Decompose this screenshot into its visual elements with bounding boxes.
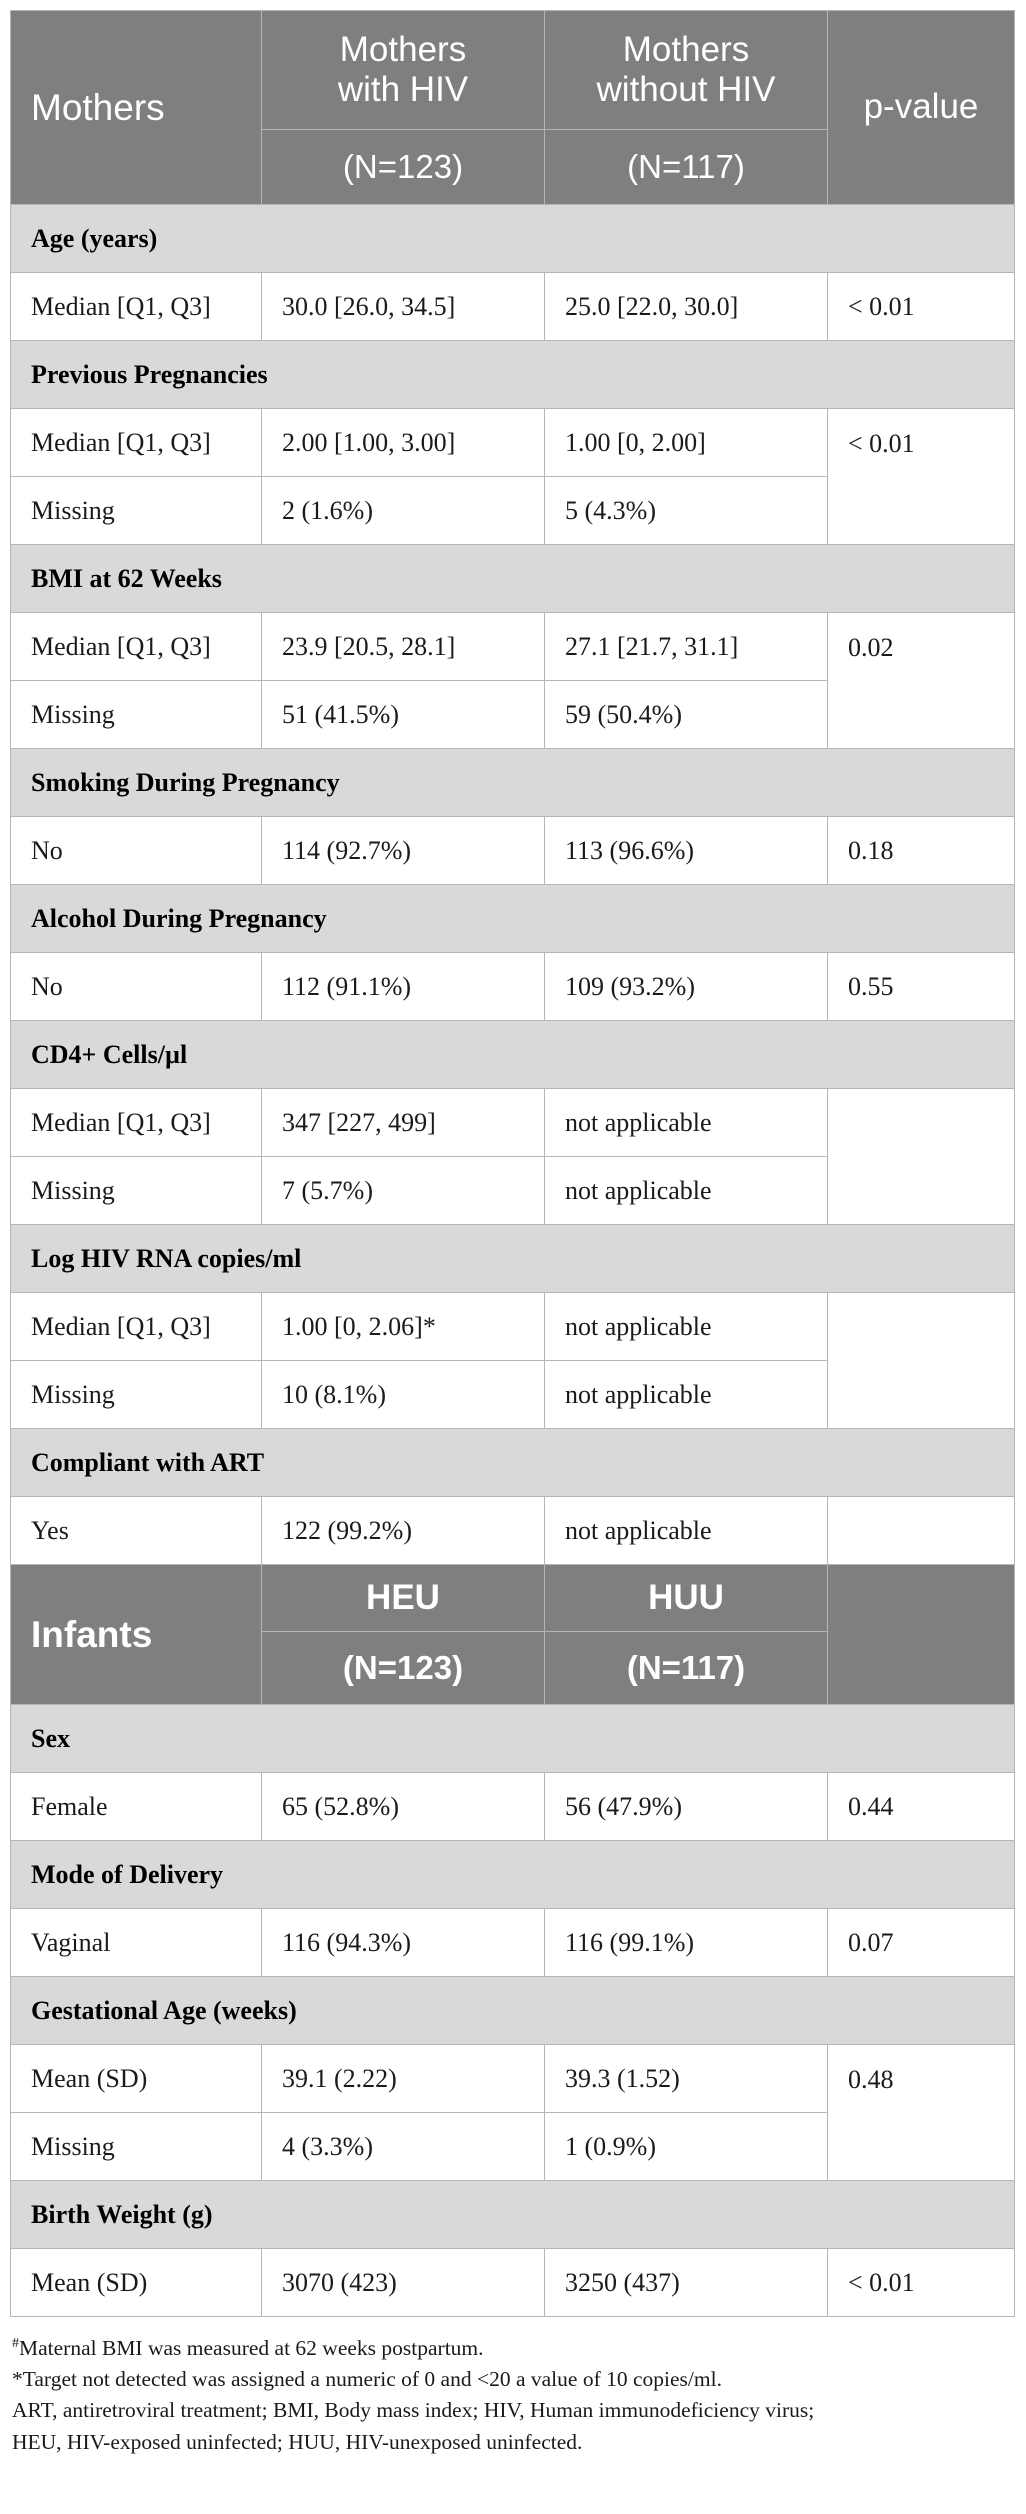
value-group-1: 112 (91.1%) [262, 953, 545, 1021]
value-group-1: 3070 (423) [262, 2249, 545, 2317]
value-group-2: not applicable [545, 1361, 828, 1429]
value-group-2: 27.1 [21.7, 31.1] [545, 613, 828, 681]
section-row [11, 545, 1015, 613]
section-title: Smoking During Pregnancy [11, 749, 1015, 817]
section-title: Sex [11, 1705, 1015, 1773]
value-group-1: 7 (5.7%) [262, 1157, 545, 1225]
value-group-2: 56 (47.9%) [545, 1773, 828, 1841]
p-value: 0.55 [828, 953, 1015, 1021]
row-label: Median [Q1, Q3] [11, 409, 262, 477]
section-title: Compliant with ART [11, 1429, 1015, 1497]
table-row [11, 2249, 1015, 2317]
section-title: Age (years) [11, 205, 1015, 273]
section-row [11, 2181, 1015, 2249]
value-group-2: 1 (0.9%) [545, 2113, 828, 2181]
section-title: Log HIV RNA copies/ml [11, 1225, 1015, 1293]
section-row [11, 1429, 1015, 1497]
section-row [11, 1021, 1015, 1089]
table-body [11, 11, 1015, 2317]
huu-header: HUU [545, 1565, 828, 1632]
value-group-2: 109 (93.2%) [545, 953, 828, 1021]
mothers-header-row [11, 11, 1015, 130]
p-value: < 0.01 [828, 2249, 1015, 2317]
mothers-with-hiv-header-text: Mothers with HIV [337, 29, 469, 109]
section-row [11, 205, 1015, 273]
section-row [11, 1705, 1015, 1773]
row-label: Missing [11, 1361, 262, 1429]
table-row [11, 953, 1015, 1021]
mothers-without-hiv-n: (N=117) [545, 130, 828, 205]
footnote-bmi-mark: # [12, 2335, 19, 2351]
row-label: Median [Q1, Q3] [11, 613, 262, 681]
table-row [11, 2045, 1015, 2113]
value-group-2: 39.3 (1.52) [545, 2045, 828, 2113]
p-value: 0.44 [828, 1773, 1015, 1841]
value-group-1: 1.00 [0, 2.06]* [262, 1293, 545, 1361]
table-row [11, 1293, 1015, 1361]
table-row [11, 409, 1015, 477]
p-value: < 0.01 [828, 273, 1015, 341]
footnote-abbrev-2: HEU, HIV-exposed uninfected; HUU, HIV-unexposed uninfected. [12, 2429, 583, 2454]
p-value: < 0.01 [828, 409, 1015, 545]
value-group-2: 59 (50.4%) [545, 681, 828, 749]
mothers-with-hiv-header [262, 11, 545, 130]
row-label: Mean (SD) [11, 2249, 262, 2317]
demographics-table [10, 10, 1015, 2317]
value-group-2: not applicable [545, 1157, 828, 1225]
value-group-1: 2.00 [1.00, 3.00] [262, 409, 545, 477]
value-group-1: 30.0 [26.0, 34.5] [262, 273, 545, 341]
footnote-target: *Target not detected was assigned a numeric of 0 and <20 a value of 10 copies/ml. [12, 2367, 722, 2392]
p-value [828, 1497, 1015, 1565]
huu-n: (N=117) [545, 1632, 828, 1705]
section-row [11, 885, 1015, 953]
section-row [11, 341, 1015, 409]
section-row [11, 1225, 1015, 1293]
mothers-without-hiv-header-text: Mothers without HIV [596, 29, 776, 109]
heu-header: HEU [262, 1565, 545, 1632]
section-title: Previous Pregnancies [11, 341, 1015, 409]
pvalue-header: p-value [828, 11, 1015, 205]
row-label: Median [Q1, Q3] [11, 1293, 262, 1361]
row-label: Missing [11, 1157, 262, 1225]
table-row [11, 1909, 1015, 1977]
value-group-2: 5 (4.3%) [545, 477, 828, 545]
value-group-2: 25.0 [22.0, 30.0] [545, 273, 828, 341]
footnote-bmi-text: Maternal BMI was measured at 62 weeks postpartum. [19, 2336, 484, 2360]
p-value: 0.07 [828, 1909, 1015, 1977]
footnote-bmi [12, 2333, 1014, 2364]
footnote-abbrev-1: ART, antiretroviral treatment; BMI, Body mass index; HIV, Human immunodeficiency virus; [12, 2398, 815, 2423]
value-group-2: 1.00 [0, 2.00] [545, 409, 828, 477]
value-group-1: 116 (94.3%) [262, 1909, 545, 1977]
value-group-1: 2 (1.6%) [262, 477, 545, 545]
p-value: 0.48 [828, 2045, 1015, 2181]
table-row [11, 1497, 1015, 1565]
row-label: Median [Q1, Q3] [11, 273, 262, 341]
value-group-2: 116 (99.1%) [545, 1909, 828, 1977]
row-label: Yes [11, 1497, 262, 1565]
table-row [11, 817, 1015, 885]
section-row [11, 1841, 1015, 1909]
section-title: Gestational Age (weeks) [11, 1977, 1015, 2045]
row-label: Female [11, 1773, 262, 1841]
p-value: 0.18 [828, 817, 1015, 885]
row-label: No [11, 953, 262, 1021]
infants-header-row [11, 1565, 1015, 1632]
section-title: BMI at 62 Weeks [11, 545, 1015, 613]
value-group-1: 23.9 [20.5, 28.1] [262, 613, 545, 681]
row-label: Vaginal [11, 1909, 262, 1977]
value-group-1: 122 (99.2%) [262, 1497, 545, 1565]
value-group-1: 114 (92.7%) [262, 817, 545, 885]
mothers-header-label: Mothers [11, 11, 262, 205]
infants-header-label: Infants [11, 1565, 262, 1705]
section-title: Mode of Delivery [11, 1841, 1015, 1909]
p-value: 0.02 [828, 613, 1015, 749]
value-group-2: not applicable [545, 1089, 828, 1157]
row-label: Mean (SD) [11, 2045, 262, 2113]
value-group-1: 347 [227, 499] [262, 1089, 545, 1157]
table-container [10, 10, 1014, 2458]
section-row [11, 1977, 1015, 2045]
value-group-2: 3250 (437) [545, 2249, 828, 2317]
row-label: No [11, 817, 262, 885]
heu-n: (N=123) [262, 1632, 545, 1705]
section-title: Alcohol During Pregnancy [11, 885, 1015, 953]
row-label: Missing [11, 477, 262, 545]
infants-pvalue-header [828, 1565, 1015, 1705]
value-group-1: 4 (3.3%) [262, 2113, 545, 2181]
value-group-1: 39.1 (2.22) [262, 2045, 545, 2113]
section-title: CD4+ Cells/µl [11, 1021, 1015, 1089]
footnotes [10, 2333, 1014, 2458]
value-group-2: not applicable [545, 1293, 828, 1361]
value-group-1: 65 (52.8%) [262, 1773, 545, 1841]
p-value [828, 1089, 1015, 1225]
mothers-without-hiv-header [545, 11, 828, 130]
value-group-2: 113 (96.6%) [545, 817, 828, 885]
value-group-1: 51 (41.5%) [262, 681, 545, 749]
mothers-with-hiv-n: (N=123) [262, 130, 545, 205]
row-label: Missing [11, 2113, 262, 2181]
table-row [11, 273, 1015, 341]
table-row [11, 613, 1015, 681]
value-group-2: not applicable [545, 1497, 828, 1565]
p-value [828, 1293, 1015, 1429]
row-label: Median [Q1, Q3] [11, 1089, 262, 1157]
value-group-1: 10 (8.1%) [262, 1361, 545, 1429]
row-label: Missing [11, 681, 262, 749]
section-row [11, 749, 1015, 817]
table-row [11, 1773, 1015, 1841]
section-title: Birth Weight (g) [11, 2181, 1015, 2249]
table-row [11, 1089, 1015, 1157]
